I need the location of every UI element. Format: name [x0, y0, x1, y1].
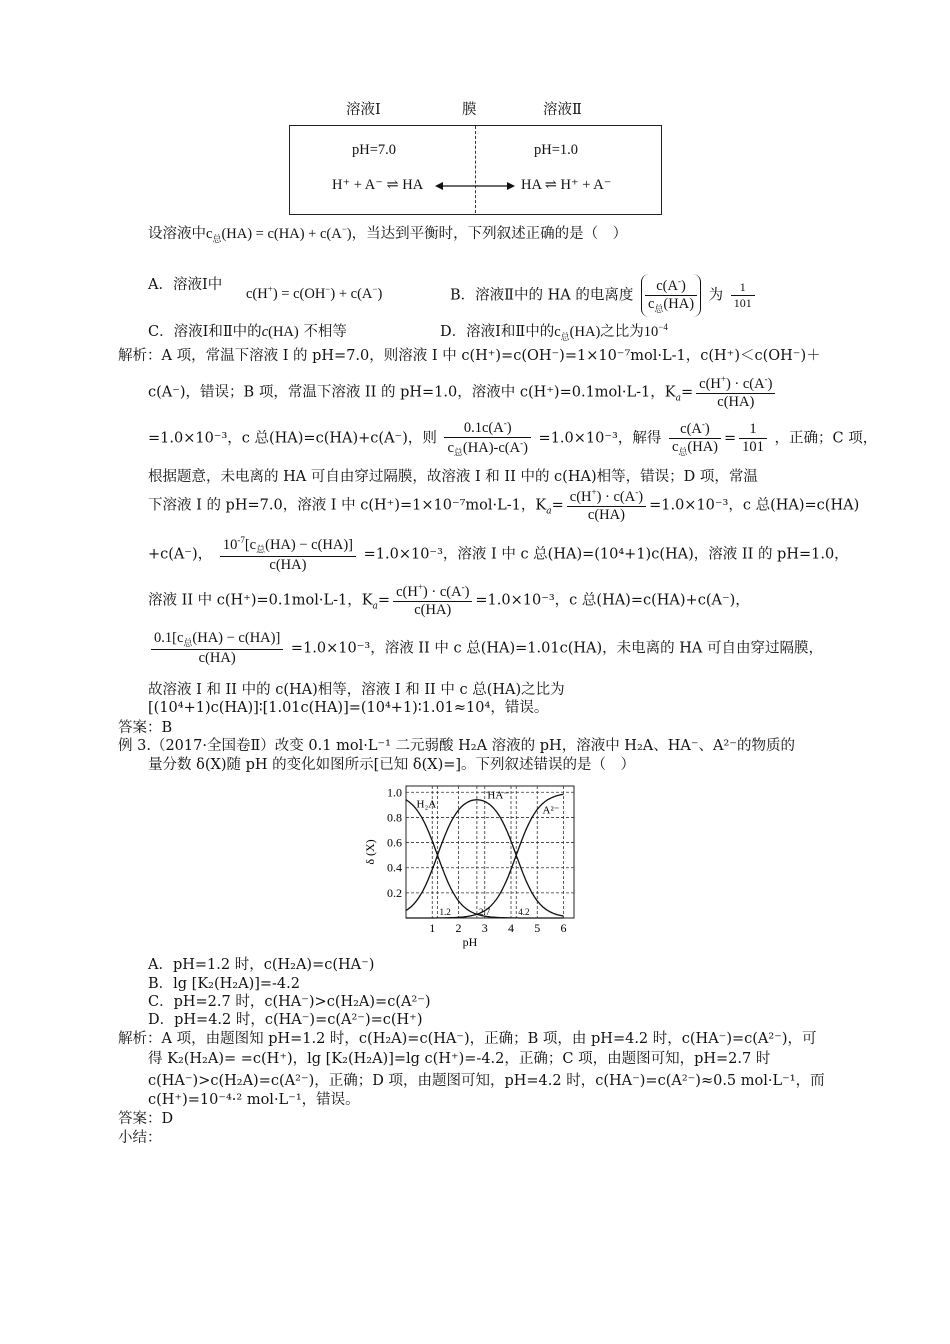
analysis-line-5: 下溶液 I 的 pH=7.0，溶液 I 中 c(H⁺)=1×10⁻⁷mol·L-1，$K_a=$ $\frac{c(H^+) \cdot c(A^-)}{c(HA)}$ =1.0×10⁻³，c 总(HA)=c(HA) [148, 487, 860, 523]
example3-option-a: A．pH=1.2 时，c(H₂A)=c(HA⁻) [148, 957, 375, 973]
analysis-line-7: 溶液 II 中 c(H⁺)=0.1mol·L-1，$K_a=$ $\frac{c(H^+) \cdot c(A^-)}{c(HA)}$ =1.0×10⁻³，c 总(HA)=c(HA)+c(A⁻)， [148, 582, 750, 618]
x-axis-label: pH [462, 935, 478, 949]
analysis-line-2: c(A⁻)，错误；B 项，常温下溶液 II 的 pH=1.0，溶液中 c(H⁺)=0.1mol·L-1，$K_a=$ $\frac{c(H^+) \cdot c(A^-)}{c(HA)}$ [148, 374, 778, 411]
series-label: HA⁻ [487, 789, 510, 802]
x-tick-label: 2 [455, 921, 462, 935]
example3-line-2: 量分数 δ(X)随 pH 的变化如图所示[已知 δ(X)=]。下列叙述错误的是（ ） [148, 757, 636, 773]
ph-right: pH=1.0 [534, 142, 579, 158]
y-tick-label: 1.0 [387, 785, 402, 800]
x-tick-label: 3 [481, 921, 488, 935]
analysis-line-9: 故溶液 I 和 II 中的 c(HA)相等，溶液 I 和 II 中 c 总(HA)之比为 [148, 682, 565, 698]
figure1-label-left: 溶液Ⅰ [346, 102, 381, 118]
marked-ph-label: 1.2 [439, 907, 451, 917]
delta-ph-chart [350, 776, 590, 952]
option-b: B．溶液Ⅱ中的 HA 的电离度 $\frac{c(A^-)}{c_总(HA)}$ 为 $\frac{1}{101}$ [450, 274, 758, 317]
example3-option-b: B．lg [K₂(H₂A)]=-4.2 [148, 976, 300, 992]
example3-option-d: D．pH=4.2 时，c(HA⁻)=c(A²⁻)=c(H⁺) [148, 1012, 423, 1028]
y-axis-label: δ (X) [363, 839, 377, 865]
answer-2: 答案：B [118, 720, 173, 736]
y-tick-label: 0.4 [387, 860, 402, 875]
y-tick-label: 0.8 [387, 810, 402, 825]
y-tick-label: 0.6 [387, 835, 402, 850]
marked-ph-label: 4.2 [518, 907, 530, 917]
series-label: A²⁻ [542, 804, 560, 817]
x-tick-label: 5 [534, 921, 541, 935]
example3-analysis-3: c(HA⁻)>c(H₂A)=c(A²⁻)，正确；D 项，由题图可知，pH=4.2 时，c(HA⁻)=c(A²⁻)≈0.5 mol·L⁻¹，而 [148, 1073, 825, 1089]
x-tick-label: 4 [508, 921, 514, 935]
example3-line-1: 例 3.（2017·全国卷Ⅱ）改变 0.1 mol·L⁻¹ 二元弱酸 H₂A 溶液的 pH，溶液中 H₂A、HA⁻、A²⁻的物质的 [118, 738, 795, 754]
option-d: D．溶液Ⅰ和Ⅱ中的$c_总(HA)$之比为$10^{-4}$ [440, 322, 668, 342]
x-tick-label: 6 [560, 921, 567, 935]
option-a: A．溶液Ⅰ中 [148, 277, 223, 293]
membrane-line [475, 126, 476, 213]
series-label: H₂A [416, 798, 437, 811]
answer-3: 答案：D [118, 1111, 174, 1127]
question-stem: 设溶液中$c_总(HA) = c(HA) + c(A^-)$，当达到平衡时，下列叙述正确的是（ ） [148, 224, 628, 244]
option-a-formula: c(H+) = c(OH−) + c(A−) [246, 284, 383, 302]
analysis-line-8: $\frac{0.1[c_总(HA) - c(HA)]}{c(HA)}$ =1.0×10⁻³，溶液 II 中 c 总(HA)=1.01c(HA)，未电离的 HA 可自由穿过隔膜， [148, 630, 823, 667]
double-arrow [435, 180, 515, 192]
equilibrium-left: H⁺ + A⁻ ⇌ HA [332, 177, 424, 193]
figure1-label-right: 溶液Ⅱ [543, 102, 582, 118]
figure1-label-membrane: 膜 [462, 102, 477, 118]
analysis-line-3: =1.0×10⁻³，c 总(HA)=c(HA)+c(A⁻)，则 $\frac{0.1c(A^-)}{c_总(HA)-c(A^-)}$ =1.0×10⁻³，解得 $\frac{c(A^-)}{c_总(HA)}$ = $\frac{1}{101}$ ，正确；C 项， [148, 418, 878, 458]
example3-option-c: C．pH=2.7 时，c(HA⁻)>c(H₂A)=c(A²⁻) [148, 994, 431, 1010]
analysis-line-4: 根据题意，未电离的 HA 可自由穿过隔膜，故溶液 I 和 II 中的 c(HA)相等，错误；D 项，常温 [148, 469, 758, 485]
marked-ph-label: 2.7 [478, 907, 491, 917]
option-c: C．溶液Ⅰ和Ⅱ中的c(HA) 不相等 [148, 324, 347, 340]
example3-analysis-4: c(H⁺)=10⁻⁴·² mol·L⁻¹，错误。 [148, 1092, 360, 1108]
analysis-line-6: +c(A⁻)， $\frac{10^{-7}[c_总(HA) - c(HA)]}{c(HA)}$ =1.0×10⁻³，溶液 I 中 c 总(HA)=(10⁴+1)c(HA)，溶液 II 的 pH=1.0， [148, 535, 849, 573]
equilibrium-right: HA ⇌ H⁺ + A⁻ [521, 177, 612, 193]
x-tick-label: 1 [429, 921, 436, 935]
summary-label: 小结： [118, 1130, 162, 1146]
example3-analysis-2: 得 K₂(H₂A)= =c(H⁺)，lg [K₂(H₂A)]=lg c(H⁺)=-4.2，正确；C 项，由题图可知，pH=2.7 时 [148, 1051, 771, 1067]
y-tick-label: 0.2 [387, 885, 402, 900]
example3-analysis-1: 解析：A 项，由题图知 pH=1.2 时，c(H₂A)=c(HA⁻)，正确；B 项，由 pH=4.2 时，c(HA⁻)=c(A²⁻)，可 [118, 1031, 817, 1047]
analysis-line-1: 解析：A 项，常温下溶液 I 的 pH=7.0，则溶液 I 中 c(H⁺)=c(OH⁻)=1×10⁻⁷mol·L-1，c(H⁺)＜c(OH⁻)＋ [118, 348, 821, 364]
ph-left: pH=7.0 [352, 142, 397, 158]
analysis-line-10: [(10⁴+1)c(HA)]∶[1.01c(HA)]=(10⁴+1)∶1.01≈10⁴，错误。 [148, 700, 549, 716]
